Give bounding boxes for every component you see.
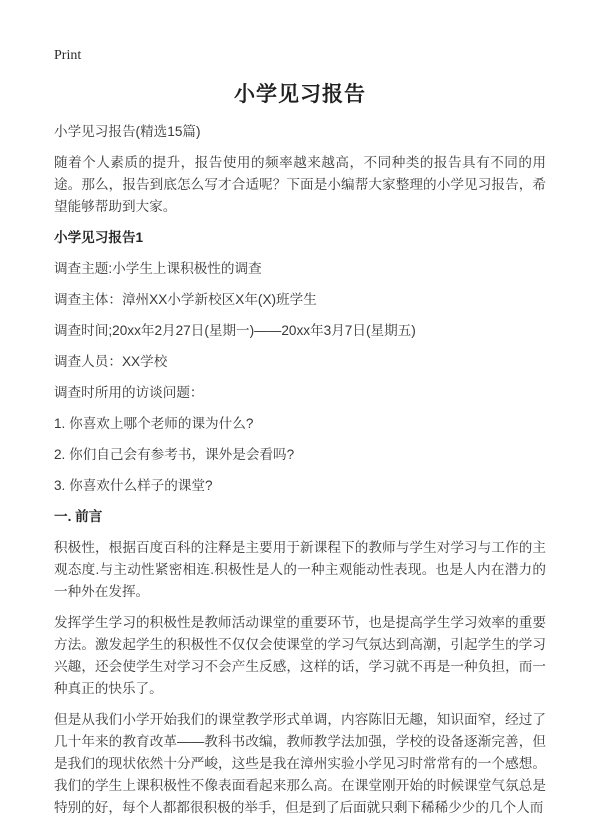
doc-question-2: 2. 你们自己会有参考书，课外是会看吗? [54,447,295,462]
doc-line-survey-staff: 调查人员：XX学校 [54,354,168,369]
doc-paragraph: 发挥学生学习的积极性是教师活动课堂的重要环节，也是提高学生学习效率的重要方法。激发起学生的积极性不仅仅会使课堂的学习气氛达到高潮，引起学生的学习兴趣，还会使学生对学习不会产生反感，这样的话，学习就不再是一种负担，而一种真正的快乐了。 [54,615,546,696]
doc-paragraph: 积极性，根据百度百科的注释是主要用于新课程下的教师与学生对学习与工作的主观态度.与主动性紧密相连.积极性是人的一种主观能动性表现。也是人内在潜力的一种外在发挥。 [54,540,546,599]
doc-line-survey-time: 调查时间;20xx年2月27日(星期一)——20xx年3月7日(星期五) [54,323,416,338]
doc-section-heading-preface: 一. 前言 [54,509,103,524]
doc-line-survey-subject: 调查主体：漳州XX小学新校区X年(X)班学生 [54,292,317,307]
doc-question-3: 3. 你喜欢什么样子的课堂? [54,478,213,493]
doc-paragraph: 但是从我们小学开始我们的课堂教学形式单调，内容陈旧无趣，知识面窄，经过了几十年来的教育改革——教科书改编，教师教学法加强，学校的设备逐渐完善，但是我们的现状依然十分严峻，这些是我在漳州实验小学见习时常常有的一个感想。我们的学生上课积极性不像表面看起来那么高。在课堂刚开始的时候课堂气氛总是特别的好，每个人都都很积极的举手，但是到了后面就只剩下稀稀少少的几个人而 [54,712,546,815]
print-button[interactable]: Print [54,48,82,63]
doc-subtitle: 小学见习报告(精选15篇) [54,124,201,139]
doc-line-survey-topic: 调查主题:小学生上课积极性的调查 [54,261,262,276]
document-body [54,121,546,819]
doc-question-1: 1. 你喜欢上哪个老师的课为什么? [54,416,254,431]
page-title: 小学见习报告 [234,83,366,106]
doc-section-heading: 小学见习报告1 [54,230,144,245]
doc-line-interview-intro: 调查时所用的访谈问题： [54,385,204,400]
doc-paragraph: 随着个人素质的提升，报告使用的频率越来越高，不同种类的报告具有不同的用途。那么，报告到底怎么写才合适呢？下面是小编帮大家整理的小学见习报告，希望能够帮助到大家。 [54,155,546,214]
